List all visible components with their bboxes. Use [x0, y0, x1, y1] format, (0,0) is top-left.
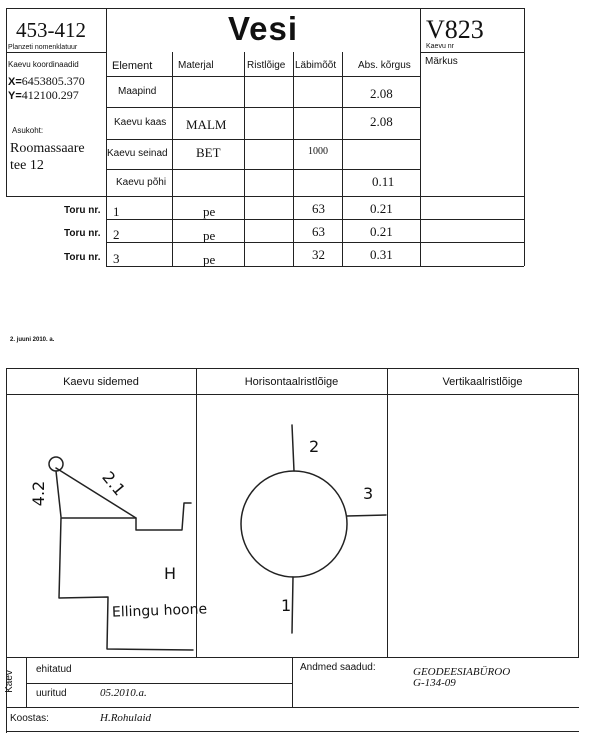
data-label: Andmed saadud:	[300, 662, 376, 673]
col-title-vertical: Vertikaalristlõige	[442, 376, 523, 388]
x-prefix: X=	[8, 76, 22, 88]
pipe-mark-3: 3	[363, 484, 374, 503]
pipe-material: pe	[203, 204, 216, 219]
header-element: Element	[112, 60, 153, 72]
row-material: BET	[196, 145, 221, 160]
location-line2: tee 12	[10, 158, 44, 173]
data-source-2: G-134-09	[413, 677, 456, 689]
location-label: Asukoht:	[12, 126, 44, 135]
y-prefix: Y=	[8, 90, 22, 102]
kaev-label: Kaev	[3, 670, 15, 693]
pipe-diameter: 32	[312, 247, 325, 262]
pipe-height: 0.21	[370, 224, 393, 239]
pipe-diameter: 63	[312, 201, 325, 216]
row-height: 2.08	[370, 114, 393, 129]
col-title-horizontal: Horisontaalristlõige	[244, 376, 339, 388]
coord-label: Kaevu koordinaadid	[8, 60, 79, 69]
page-title: Vesi	[227, 10, 299, 47]
author-value: H.Rohulaid	[100, 712, 152, 724]
pipe-line-2	[292, 425, 294, 471]
well-code: V823	[426, 15, 484, 44]
row-element: Kaevu kaas	[114, 117, 167, 128]
nomenclature: 453-412	[16, 18, 86, 42]
pipe-diameter: 63	[312, 224, 325, 239]
row-height: 0.11	[372, 174, 395, 189]
offset-label-42: 4.2	[29, 480, 49, 507]
pipe-line-1	[292, 577, 293, 633]
pipe-material: pe	[203, 252, 216, 267]
header-section: Ristlõige	[247, 60, 286, 71]
built-label: ehitatud	[36, 664, 72, 675]
header-notes: Märkus	[425, 56, 458, 67]
author-label: Koostas:	[10, 713, 49, 724]
pipe-mark-1: 1	[281, 596, 292, 615]
row-height: 2.08	[370, 86, 393, 101]
col-title-connections: Kaevu sidemed	[63, 376, 139, 388]
pipe-line-3	[347, 515, 386, 516]
pipe-height: 0.21	[370, 201, 393, 216]
row-diameter: 1000	[308, 146, 328, 157]
pipe-label: Toru nr.	[64, 205, 101, 216]
pipe-height: 0.31	[370, 247, 393, 262]
location-line1: Roomassaare	[10, 141, 85, 156]
offset-label-21: 2.1	[98, 467, 130, 500]
surveyed-label: uuritud	[36, 688, 67, 699]
height-label: H	[164, 564, 177, 583]
x-value: 6453805.370	[21, 74, 85, 88]
building-label: Ellingu hoone	[111, 601, 208, 621]
y-value: 412100.297	[21, 88, 79, 102]
date-note: 2. juuni 2010. a.	[10, 337, 55, 343]
header-material: Materjal	[178, 60, 214, 71]
well-code-label: Kaevu nr	[426, 43, 455, 50]
row-material: MALM	[186, 117, 227, 132]
pipe-number: 3	[113, 251, 120, 266]
surveyed-value: 05.2010.a.	[100, 687, 147, 699]
well-circle	[241, 471, 347, 577]
pipe-label: Toru nr.	[64, 252, 101, 263]
data-source-1: GEODEESIABÜROO	[413, 666, 511, 678]
row-element: Kaevu põhi	[116, 177, 167, 188]
header-height: Abs. kõrgus	[358, 60, 411, 71]
nomenclature-label: Planzeti nomenklatuur	[8, 44, 78, 51]
pipe-material: pe	[203, 228, 216, 243]
row-element: Kaevu seinad	[107, 148, 168, 159]
header-diameter: Läbimõõt	[295, 60, 337, 71]
pipe-number: 1	[113, 204, 120, 219]
pipe-mark-2: 2	[309, 437, 320, 456]
pipe-label: Toru nr.	[64, 228, 101, 239]
pipe-number: 2	[113, 227, 120, 242]
row-element: Maapind	[118, 86, 157, 97]
